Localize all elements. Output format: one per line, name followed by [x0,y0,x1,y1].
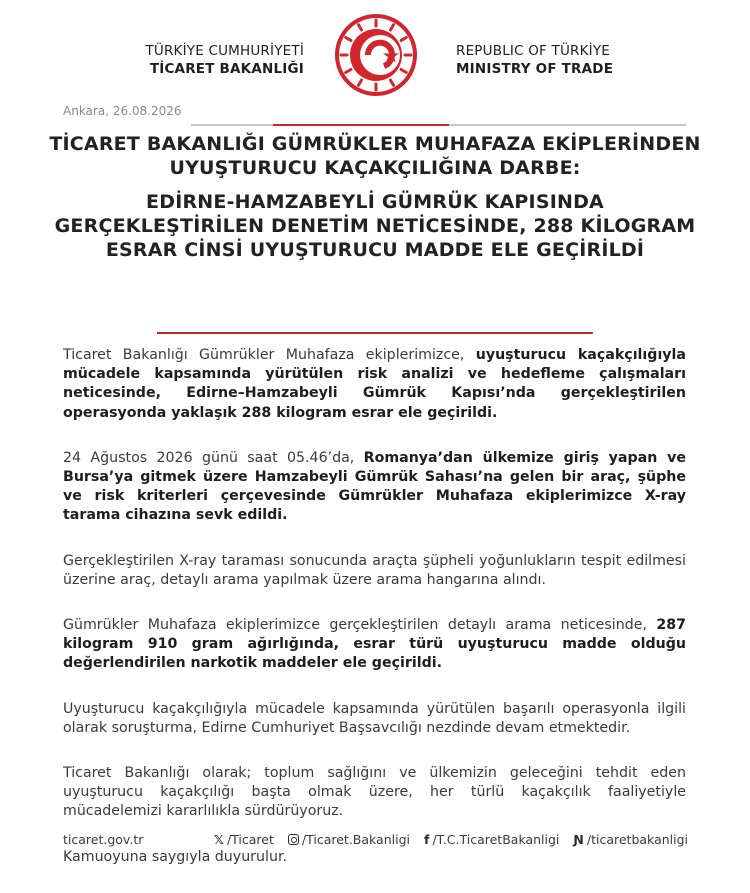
ministry-emblem-icon [333,12,419,98]
paragraph-3: Gerçekleştirilen X-ray taraması sonucunda araçta şüpheli yoğunlukların tespit edilmesi üzerine araç, detaylı arama yapılmak üzere arama hangarına alındı. [63,552,686,588]
paragraph-1 [63,346,686,423]
press-subtitle: EDİRNE-HAMZABEYLİ GÜMRÜK KAPISINDA GERÇEKLEŞTİRİLEN DENETİM NETİCESİNDE, 288 KİLOGRAM ESRAR CİNSİ UYUŞTURUCU MADDE ELE GEÇİRİLDİ [54,191,696,261]
press-date: Ankara, 26.08.2026 [63,104,182,118]
header-divider-accent [273,124,449,126]
org-en-line2: MINISTRY OF TRADE [456,61,614,77]
date-row [63,104,686,128]
letterhead [0,0,750,100]
nsosyal-handle: /ticaretbakanligi [586,832,688,847]
headline-block [40,132,710,262]
instagram-handle: /Ticaret.Bakanligi [301,832,410,847]
instagram-icon [288,834,299,845]
x-icon: 𝕏 [213,832,224,847]
press-title: TİCARET BAKANLIĞI GÜMRÜKLER MUHAFAZA EKİPLERİNDEN UYUŞTURUCU KAÇAKÇILIĞINA DARBE: [49,133,701,179]
headline-divider [157,332,593,334]
press-body [63,346,686,893]
social-facebook[interactable] [424,832,559,847]
facebook-icon: f [424,832,430,847]
nsosyal-icon: Ɲ [573,832,584,847]
org-name-english [456,42,613,78]
paragraph-7: Kamuoyuna saygıyla duyurulur. [63,848,287,865]
paragraph-6: Ticaret Bakanlığı olarak; toplum sağlığını ve ülkemizin geleceğini tehdit eden uyuşturucu kaçakçılığı başta olmak üzere, her türlü kaçakçılık faaliyetiyle mücadelemizi kararlılıkla sürdürüyoruz. [63,765,686,820]
footer [63,832,688,852]
paragraph-2-text: 24 Ağustos 2026 günü saat 05.46’da, [63,449,364,466]
paragraph-2 [63,449,686,526]
social-nsosyal[interactable] [573,832,688,847]
website-link[interactable]: ticaret.gov.tr [63,832,144,847]
facebook-handle: /T.C.TicaretBakanligi [432,832,560,847]
paragraph-4 [63,616,686,674]
social-instagram[interactable] [288,832,410,847]
org-en-line1: REPUBLIC OF TÜRKİYE [456,43,611,59]
social-x[interactable] [214,832,274,847]
paragraph-5: Uyuşturucu kaçakçılığıyla mücadele kapsamında yürütülen başarılı operasyonla ilgili olarak soruşturma, Edirne Cumhuriyet Başsavcılığı nezdinde devam etmektedir. [63,700,686,736]
paragraph-1-text: Ticaret Bakanlığı Gümrükler Muhafaza ekiplerimizce, [63,347,476,363]
paragraph-4-emphasis: 287 kilogram 910 gram ağırlığında, esrar türü uyuşturucu madde olduğu değerlendirilen narkotik maddeler ele geçirildi. [63,617,686,672]
paragraph-2-emphasis: Romanya’dan ülkemize giriş yapan ve Bursa’ya gitmek üzere Hamzabeyli Gümrük Sahası’na gelen bir araç, şüphe ve risk kriterleri çerçevesinde Gümrükler Muhafaza ekiplerimizce X-ray tarama cihazına sevk edildi. [63,449,686,524]
org-tr-line2: TİCARET BAKANLIĞI [149,61,304,77]
x-handle: /Ticaret [226,832,274,847]
social-links [214,832,688,847]
paragraph-1-emphasis: uyuşturucu kaçakçılığıyla mücadele kapsamında yürütülen risk analizi ve hedefleme çalışmaları neticesinde, Edirne–Hamzabeyli Gümrük Kapısı’nda gerçekleştirilen operasyonda yaklaşık 288 kilogram esrar ele geçirildi. [63,347,686,421]
org-tr-line1: TÜRKİYE CUMHURİYETİ [145,43,304,59]
paragraph-4-text: Gümrükler Muhafaza ekiplerimizce gerçekleştirilen detaylı arama neticesinde, [63,617,657,634]
org-name-turkish [145,42,304,78]
